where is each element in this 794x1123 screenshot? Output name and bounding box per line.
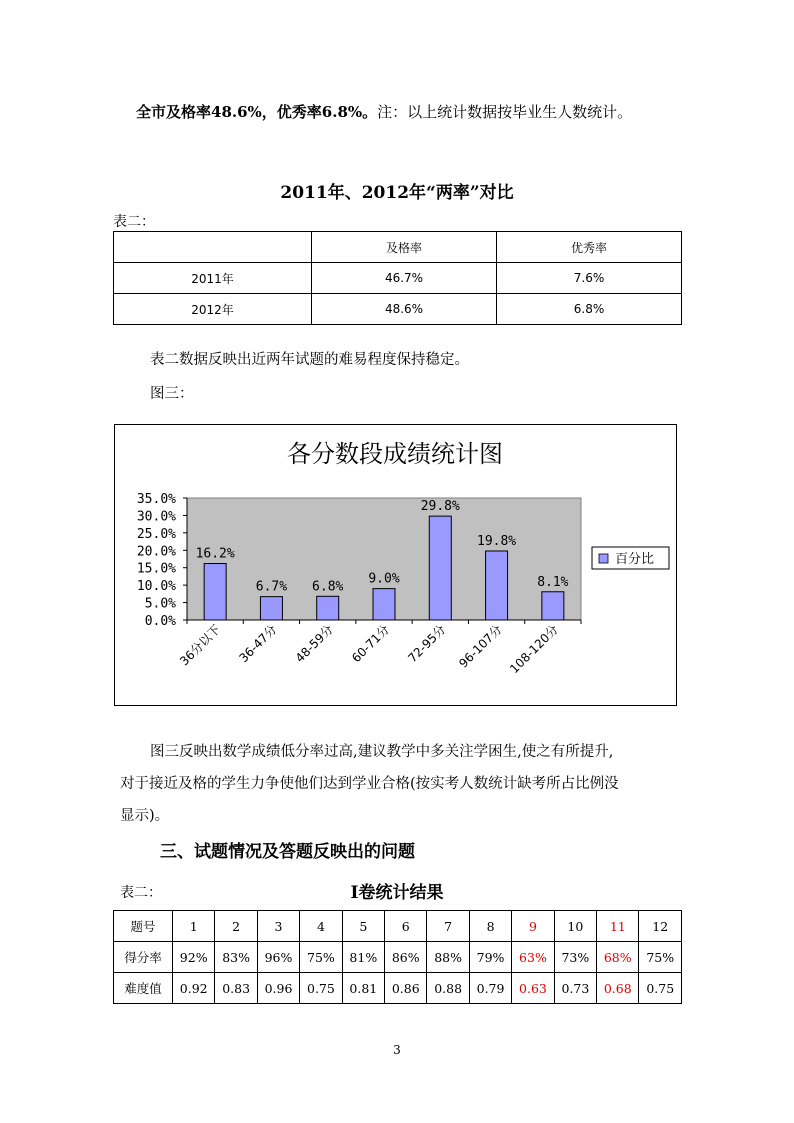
pass-rate-summary — [136, 101, 632, 122]
bar — [204, 564, 226, 620]
chart-legend — [592, 547, 669, 569]
y-tick-label: 35.0% — [136, 492, 176, 507]
table-cell: 63% — [512, 942, 554, 973]
table-cell: 4 — [300, 911, 342, 942]
figure-analysis-line1: 图三反映出数学成绩低分率过高,建议教学中多关注学困生,使之有所提升, — [150, 744, 614, 760]
table-cell: 10 — [554, 911, 596, 942]
chart-title: 各分数段成绩统计图 — [287, 440, 503, 468]
section-heading: 三、试题情况及答题反映出的问题 — [160, 842, 415, 862]
table-cell: 0.75 — [639, 973, 682, 1004]
data-label: 6.7% — [255, 579, 288, 595]
table-cell: 48.6% — [312, 294, 497, 325]
data-label: 19.8% — [477, 533, 517, 549]
y-tick-label: 10.0% — [136, 579, 176, 595]
table-cell: 68% — [597, 942, 639, 973]
figure-analysis-line3: 显示)。 — [120, 808, 170, 824]
y-tick-label: 30.0% — [136, 509, 176, 525]
y-tick-label: 20.0% — [136, 544, 176, 560]
y-tick-label: 0.0% — [144, 614, 176, 629]
table-cell: 6 — [385, 911, 427, 942]
table-cell: 86% — [385, 942, 427, 973]
figure-label: 图三： — [150, 386, 194, 402]
figure-analysis-line2: 对于接近及格的学生力争使他们达到学业合格(按实考人数统计缺考所占比例没 — [120, 776, 619, 792]
table-row — [114, 942, 682, 973]
bar — [486, 551, 508, 620]
chart-plot — [137, 492, 581, 676]
x-category-label: 72-95分 — [405, 622, 449, 666]
legend-swatch — [599, 554, 608, 563]
table-cell: 75% — [300, 942, 342, 973]
table-header-cell: 优秀率 — [497, 232, 682, 263]
y-tick-label: 15.0% — [136, 561, 176, 577]
data-label: 6.8% — [312, 579, 344, 595]
data-label: 9.0% — [368, 571, 400, 587]
data-label: 8.1% — [537, 574, 569, 590]
table-cell: 0.83 — [215, 973, 257, 1004]
table-row — [114, 911, 682, 942]
table-header-cell: 及格率 — [312, 232, 497, 263]
table-cell: 6.8% — [497, 294, 682, 325]
x-category-label: 108-120分 — [507, 622, 561, 677]
bar — [429, 516, 451, 620]
table2-title: I卷统计结果 — [350, 883, 444, 903]
stat-note: 注：以上统计数据按毕业生人数统计。 — [377, 103, 633, 121]
x-category-label: 48-59分 — [292, 622, 336, 666]
table-cell: 0.81 — [342, 973, 384, 1004]
x-category-label: 96-107分 — [456, 622, 505, 671]
table-row — [114, 263, 682, 294]
table-cell: 2012年 — [114, 294, 312, 325]
table-cell: 0.79 — [469, 973, 511, 1004]
table-row — [114, 973, 682, 1004]
table-cell: 83% — [215, 942, 257, 973]
table-row — [114, 232, 682, 263]
table-cell: 11 — [597, 911, 639, 942]
bar — [542, 592, 564, 620]
table2-label: 表二： — [120, 885, 162, 901]
table-cell: 2011年 — [114, 263, 312, 294]
table-cell: 75% — [639, 942, 682, 973]
bar — [373, 589, 395, 620]
x-category-label: 36分以下 — [177, 622, 224, 669]
row-header-cell: 难度值 — [114, 973, 173, 1004]
table-cell: 0.73 — [554, 973, 596, 1004]
table-cell: 7.6% — [497, 263, 682, 294]
table-cell: 81% — [342, 942, 384, 973]
table-cell: 8 — [469, 911, 511, 942]
data-label: 16.2% — [195, 546, 235, 562]
row-header-cell: 得分率 — [114, 942, 173, 973]
table-cell: 0.63 — [512, 973, 554, 1004]
paper1-stats-table — [113, 910, 682, 1004]
bar — [317, 596, 339, 620]
table1-title: 2011年、2012年“两率”对比 — [280, 183, 514, 203]
table-cell: 2 — [215, 911, 257, 942]
table-cell: 12 — [639, 911, 682, 942]
table-cell: 96% — [257, 942, 299, 973]
row-header-cell: 题号 — [114, 911, 173, 942]
table-cell: 9 — [512, 911, 554, 942]
bar — [260, 597, 282, 620]
y-tick-label: 25.0% — [136, 526, 176, 542]
table-cell: 5 — [342, 911, 384, 942]
pass-rate-bold: 全市及格率48.6%，优秀率6.8%。 — [136, 103, 378, 121]
table-cell: 73% — [554, 942, 596, 973]
page-number: 3 — [393, 1043, 401, 1057]
x-category-label: 36-47分 — [236, 622, 280, 666]
table-cell: 1 — [173, 911, 215, 942]
table-cell: 0.92 — [173, 973, 215, 1004]
pass-rate-comparison-table — [113, 231, 682, 325]
x-category-label: 60-71分 — [349, 622, 393, 666]
table-cell: 0.88 — [427, 973, 469, 1004]
table-cell: 46.7% — [312, 263, 497, 294]
table-cell: 7 — [427, 911, 469, 942]
y-tick-label: 5.0% — [144, 596, 176, 612]
table-cell: 3 — [257, 911, 299, 942]
score-distribution-chart — [114, 424, 677, 706]
table-cell: 79% — [469, 942, 511, 973]
table-cell: 0.86 — [385, 973, 427, 1004]
legend-label: 百分比 — [615, 552, 655, 567]
table-cell: 0.75 — [300, 973, 342, 1004]
table1-label: 表二： — [113, 214, 155, 230]
table-cell: 88% — [427, 942, 469, 973]
table-cell: 0.68 — [597, 973, 639, 1004]
chart-svg — [115, 425, 676, 705]
data-label: 29.8% — [420, 499, 460, 515]
table-header-cell — [114, 232, 312, 263]
table1-conclusion: 表二数据反映出近两年试题的难易程度保持稳定。 — [150, 352, 469, 368]
table-cell: 92% — [173, 942, 215, 973]
table-cell: 0.96 — [257, 973, 299, 1004]
table-row — [114, 294, 682, 325]
